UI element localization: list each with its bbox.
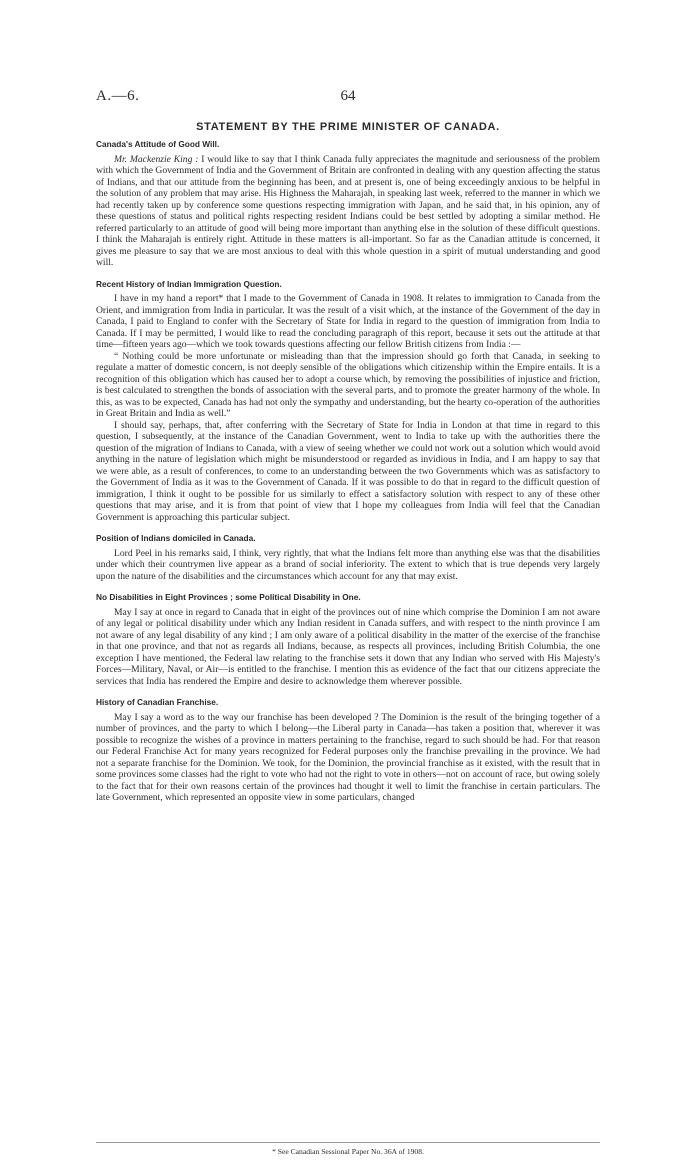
page-number: 64 — [340, 88, 356, 104]
section-heading-position: Position of Indians domiciled in Canada. — [96, 533, 256, 543]
speaker-name: Mr. Mackenzie King : — [114, 153, 199, 165]
paragraph-text: I would like to say that I think Canada fully appreciates the magnitude and seriousness of the problem with which the Government of India and the Government of Britain are confronted in dealing with any question affecting the status of Indians, and that our attitude from the beginning has been, and at present is, one of being exceedingly anxious to be helpful in the solution of any problem that may arise. His Highness the Maharajah, in speaking last week, referred to the manner in which we had recently taken up by conference some questions respecting immigration with Japan, and he said that, in his opinion, any of these questions of status and political rights respecting resident Indians could be best settled by adopting a similar method. He referred particularly to an attitude of good will being more important than anything else in the solution of these difficult questions. I think the Maharajah is entirely right. Attitude in these matters is all-important. So far as the Canadian attitude is concerned, it gives me pleasure to say that we are most anxious to deal with this whole question in a spirit of mutual understanding and good will. — [96, 153, 601, 268]
footnote-divider — [96, 1142, 600, 1143]
paragraph-history-quote: “ Nothing could be more unfortunate or misleading than that the impression should go forth that Canada, in seeking to regulate a matter of domestic concern, is not deeply sensible of the obligations which citizenship within the Empire entails. It is a recognition of this obligation which has caused her to adopt a course which, by removing the possibilities of injustice and friction, is best calculated to strengthen the bonds of association with the several parts, and to promote the greater harmony of the whole. In this, as was to be expected, Canada has had not only the sympathy and understanding, but the hearty co-operation of the authorities in Great Britain and India as well.” — [96, 350, 600, 419]
document-body — [96, 139, 600, 804]
paragraph-history-1: I have in my hand a report* that I made to the Government of Canada in 1908. It relates to immigration to Canada from the Orient, and immigration from India in particular. It was the result of a visit which, at the instance of the Government of the day in Canada, I paid to England to confer with the Secretary of State for India in regard to the question of immigration from India to Canada. If I may be permitted, I would like to read the concluding paragraph of this report, because it sets out the attitude at that time—fifteen years ago—which we took towards questions affecting our fellow British citizens from India :— — [96, 293, 600, 350]
paragraph-history-3: I should say, perhaps, that, after conferring with the Secretary of State for India in London at that time in regard to this question, I subsequently, at the instance of the Canadian Government, went to India to take up with the authorities there the question of the migration of Indians to Canada, with a view of seeing whether we could not work out a solution which would avoid anything in the nature of legislation which might be misunderstood or regarded as invidious in India, and I am happy to say that we were able, as a result of conferences, to come to an understanding between the two Governments which was as satisfactory to the Government of India as it was to the Government of Canada. If it was possible to do that in regard to the difficult question of immigration, I think it ought to be possible for us similarly to effect a satisfactory solution with respect to any of these other questions that may arise, and it is from that point of view that I hope my colleagues from India will feel that the Canadian Government is approaching this particular subject. — [96, 419, 600, 523]
section-heading-disabilities: No Disabilities in Eight Provinces ; some Political Disability in One. — [96, 592, 361, 602]
page-title: STATEMENT BY THE PRIME MINISTER OF CANADA. — [196, 121, 500, 133]
paragraph-attitude — [96, 154, 600, 269]
paragraph-franchise: May I say a word as to the way our franchise has been developed ? The Dominion is the result of the bringing together of a number of provinces, and the party to which I belong—the Liberal party in Canada—has taken a position that, wherever it was possible to recognize the wishes of a province in matters pertaining to the franchise, regard to such should be had. For that reason our Federal Franchise Act for many years recognized for Federal purposes only the franchise prevailing in the province. We had not a separate franchise for the Dominion. We took, for the Dominion, the provincial franchise as it existed, with the result that in some provinces some classes had the right to vote who had not the right to vote in others—not on account of race, but owing solely to the fact that for their own reasons certain of the provinces had thought it well to limit the franchise in certain particulars. The late Government, which represented an opposite view in some particulars, changed — [96, 711, 600, 803]
section-heading-attitude: Canada's Attitude of Good Will. — [96, 139, 220, 149]
section-heading-history: Recent History of Indian Immigration Question. — [96, 278, 282, 289]
page-header — [96, 88, 600, 108]
paragraph-position: Lord Peel in his remarks said, I think, very rightly, that what the Indians felt more than anything else was that the disabilities under which their countrymen live appear as a brand of social inferiority. The extent to which that is true depends very largely upon the nature of the disabilities and the circumstances which account for any that may exist. — [96, 547, 600, 582]
document-reference: A.—6. — [96, 88, 140, 104]
footnote: * See Canadian Sessional Paper No. 36A of 1908. — [272, 1147, 424, 1156]
paragraph-disabilities: May I say at once in regard to Canada that in eight of the provinces out of nine which comprise the Dominion I am not aware of any legal or political disability under which any Indian resident in Canada suffers, and with respect to the ninth province I am not aware of any legal disability of any kind ; I am only aware of a political disability in the matter of the exercise of the franchise in that one province, and that not as regards all Indians, because, as respects all provinces, including British Columbia, the one exception I have mentioned, the Federal law relating to the franchise sets it down that any Indian who served with His Majesty's Forces—Military, Naval, or Air—is entitled to the franchise. I mention this as evidence of the fact that our citizens appreciate the services that India has rendered the Empire and desire to acknowledge them wherever possible. — [96, 606, 600, 687]
section-heading-franchise: History of Canadian Franchise. — [96, 697, 219, 707]
